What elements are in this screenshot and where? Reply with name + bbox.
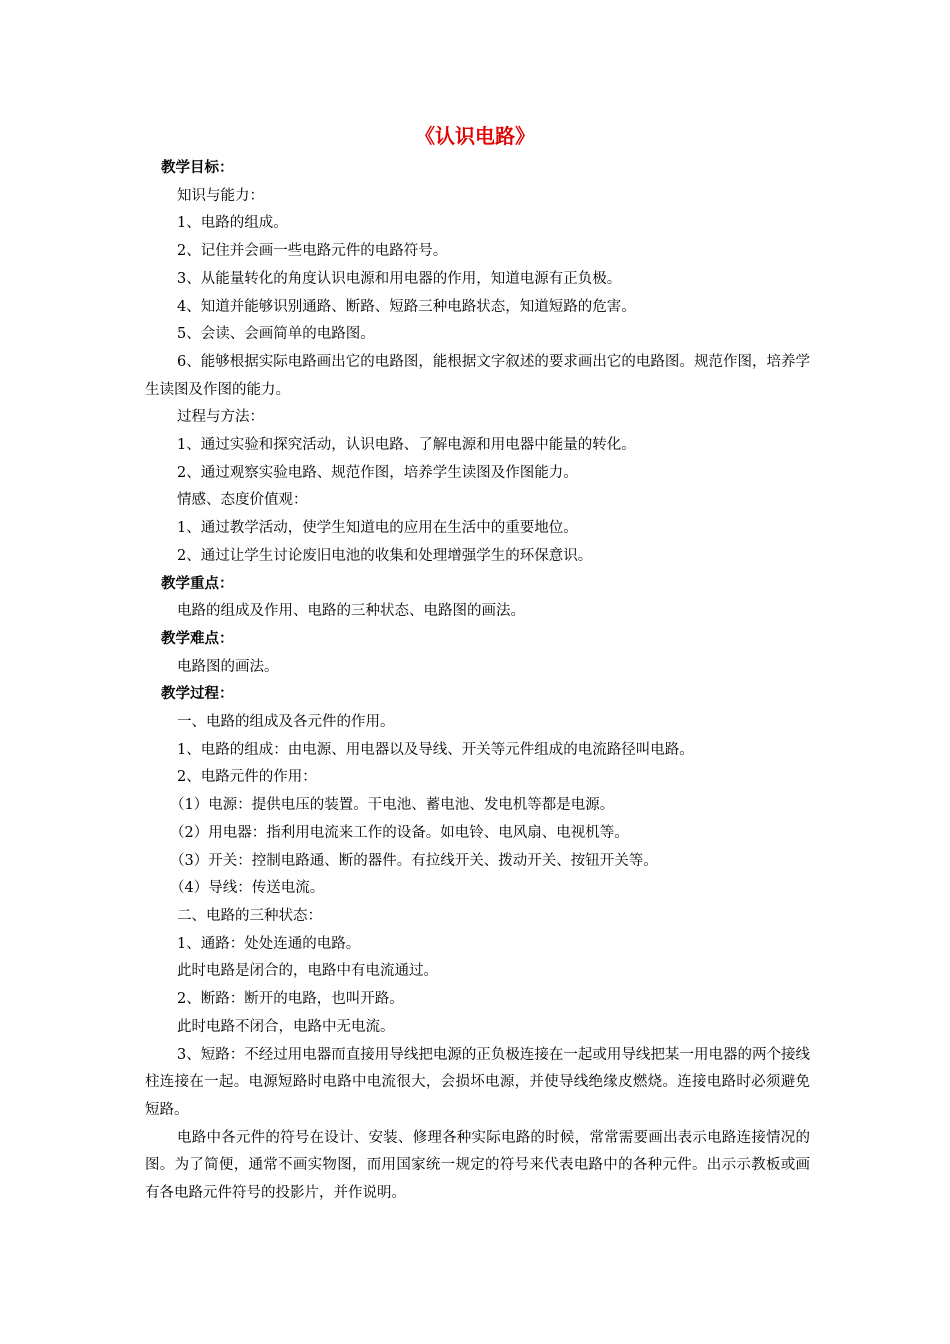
part1-title: 一、电路的组成及各元件的作用。 [177,714,395,731]
component-item: （1）电源：提供电压的装置。干电池、蓄电池、发电机等都是电源。 [170,797,615,814]
heading-procedure: 教学过程： [161,686,234,703]
key-points-text: 电路的组成及作用、电路的三种状态、电路图的画法。 [177,603,525,620]
state-closed-note: 此时电路是闭合的，电路中有电流通过。 [177,963,438,980]
attitude-item: 1、通过教学活动，使学生知道电的应用在生活中的重要地位。 [177,520,578,537]
subheading-knowledge: 知识与能力： [177,187,264,204]
state-open-note: 此时电路不闭合，电路中无电流。 [177,1018,395,1035]
document-body [145,155,810,1208]
document-title: 《认识电路》 [415,124,535,148]
part2-title: 二、电路的三种状态： [177,907,322,924]
component-item: （2）用电器：指利用电流来工作的设备。如电铃、电风扇、电视机等。 [170,824,629,841]
heading-difficulty: 教学难点： [161,630,234,647]
subheading-attitude: 情感、态度价值观： [177,492,308,509]
state-open-circuit: 2、断路：断开的电路，也叫开路。 [177,991,404,1008]
knowledge-item: 2、记住并会画一些电路元件的电路符号。 [177,243,448,260]
knowledge-item: 6、能够根据实际电路画出它的电路图，能根据文字叙述的要求画出它的电路图。规范作图，培养学生读图及作图的能力。 [145,353,810,398]
component-item: （3）开关：控制电路通、断的器件。有拉线开关、拨动开关、按钮开关等。 [170,852,658,869]
symbols-paragraph: 电路中各元件的符号在设计、安装、修理各种实际电路的时候，常常需要画出表示电路连接情况的图。为了简便，通常不画实物图，而用国家统一规定的符号来代表电路中的各种元件。出示示教板或画有各电路元件符号的投影片，并作说明。 [145,1129,810,1202]
part1-composition: 1、电路的组成：由电源、用电器以及导线、开关等元件组成的电流路径叫电路。 [177,741,694,758]
heading-objectives: 教学目标： [161,160,234,176]
process-item: 2、通过观察实验电路、规范作图，培养学生读图及作图能力。 [177,464,578,481]
difficulty-text: 电路图的画法。 [177,658,279,675]
subheading-process: 过程与方法： [177,409,264,426]
knowledge-item: 4、知道并能够识别通路、断路、短路三种电路状态，知道短路的危害。 [177,298,636,315]
knowledge-item: 5、会读、会画简单的电路图。 [177,326,375,343]
part1-components-head: 2、电路元件的作用： [177,769,317,786]
state-closed-circuit: 1、通路：处处连通的电路。 [177,935,361,952]
knowledge-item: 3、从能量转化的角度认识电源和用电器的作用，知道电源有正负极。 [177,270,622,287]
state-short-circuit: 3、短路：不经过用电器而直接用导线把电源的正负极连接在一起或用导线把某一用电器的两个接线柱连接在一起。电源短路时电路中电流很大，会损坏电源，并使导线绝缘皮燃烧。连接电路时必须避免短路。 [145,1046,810,1118]
heading-key-points: 教学重点： [161,575,234,592]
process-item: 1、通过实验和探究活动，认识电路、了解电源和用电器中能量的转化。 [177,437,636,454]
knowledge-item: 1、电路的组成。 [177,215,288,232]
component-item: （4）导线：传送电流。 [170,880,325,897]
attitude-item: 2、通过让学生讨论废旧电池的收集和处理增强学生的环保意识。 [177,547,593,564]
